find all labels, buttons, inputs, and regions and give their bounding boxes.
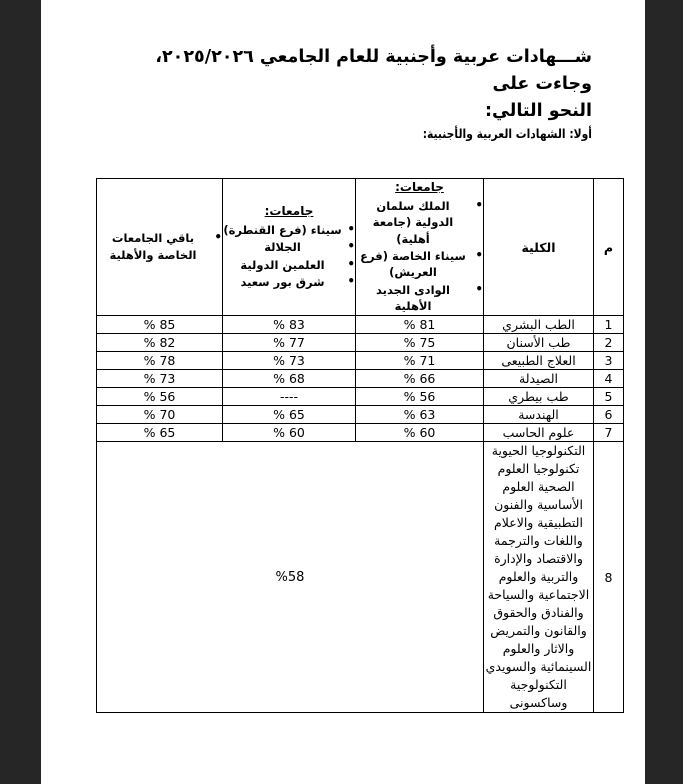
row-number: 3 — [594, 352, 624, 370]
page-title-line-1: شـــهادات عربية وأجنبية للعام الجامعي ٢٠٢٥/٢٠٢٦، وجاءت على — [155, 47, 592, 95]
row-percent-group3: 56 % — [356, 388, 484, 406]
row-percent-group2: 60 % — [223, 424, 356, 442]
row-percent-group1: 56 % — [97, 388, 223, 406]
row-faculty: علوم الحاسب — [484, 424, 594, 442]
row-percent-group3: 60 % — [356, 424, 484, 442]
row-number: 2 — [594, 334, 624, 352]
table-row — [97, 370, 624, 388]
section-subtitle: أولا: الشهادات العربية والأجنبية: — [422, 126, 592, 141]
list-item: • العلمين الدولية — [223, 257, 355, 273]
header-faculty: الكلية — [484, 179, 594, 316]
list-item: • شرق بور سعيد — [223, 274, 355, 290]
group1-list — [97, 230, 222, 263]
group3-list — [356, 198, 483, 314]
table-row — [97, 352, 624, 370]
row-number: 4 — [594, 370, 624, 388]
row-percent-group3: 71 % — [356, 352, 484, 370]
row-faculty: طب الأسنان — [484, 334, 594, 352]
row-percent-group2: 65 % — [223, 406, 356, 424]
table-row — [97, 388, 624, 406]
row-merged-percent: %58 — [97, 442, 484, 713]
row-faculty: الصيدلة — [484, 370, 594, 388]
right-page-margin-bar — [645, 0, 683, 784]
page-sheet — [41, 0, 645, 784]
header-number: م — [594, 179, 624, 316]
header-university-group-2 — [223, 179, 356, 316]
row-percent-group2: 77 % — [223, 334, 356, 352]
page-title-line-2: النحو التالي: — [485, 101, 592, 122]
row-percent-group1: 73 % — [97, 370, 223, 388]
list-item: • سيناء الخاصة (فرع العريش) — [356, 248, 483, 281]
row-number: 5 — [594, 388, 624, 406]
row-faculty: الهندسة — [484, 406, 594, 424]
row-number: 1 — [594, 316, 624, 334]
row-percent-group1: 82 % — [97, 334, 223, 352]
row-percent-group3: 75 % — [356, 334, 484, 352]
header-university-group-3 — [356, 179, 484, 316]
list-item: • باقي الجامعات الخاصة والأهلية — [97, 230, 222, 263]
row-percent-group1: 70 % — [97, 406, 223, 424]
row-percent-group2: ---- — [223, 388, 356, 406]
left-page-margin-bar — [0, 0, 41, 784]
table-row — [97, 424, 624, 442]
page-title — [132, 44, 592, 125]
table-row — [97, 406, 624, 424]
table-header-row — [97, 179, 624, 316]
header-university-group-1 — [97, 179, 223, 316]
row-percent-group1: 85 % — [97, 316, 223, 334]
table-row — [97, 316, 624, 334]
row-percent-group3: 66 % — [356, 370, 484, 388]
row-percent-group1: 65 % — [97, 424, 223, 442]
list-item: • الجلالة — [223, 239, 355, 255]
row-number: 6 — [594, 406, 624, 424]
list-item: • سيناء (فرع القنطرة) — [223, 222, 355, 238]
table-row — [97, 334, 624, 352]
row-faculty: العلاج الطبيعى — [484, 352, 594, 370]
group2-title: جامعات: — [264, 203, 314, 218]
group2-list — [223, 222, 355, 290]
certificates-table — [96, 178, 624, 713]
row-percent-group2: 73 % — [223, 352, 356, 370]
row-number: 8 — [594, 442, 624, 713]
row-number: 7 — [594, 424, 624, 442]
group3-title: جامعات: — [395, 180, 444, 194]
row-percent-group1: 78 % — [97, 352, 223, 370]
row-faculty: طب بيطري — [484, 388, 594, 406]
list-item: • الملك سلمان الدولية (جامعة أهلية) — [356, 198, 483, 247]
row-percent-group2: 83 % — [223, 316, 356, 334]
row-percent-group3: 63 % — [356, 406, 484, 424]
row-faculty-list: التكنولوجيا الحيوية تكنولوجيا العلوم الصحية العلوم الأساسية والفنون التطبيقية والاعلام واللغات والترجمة والاقتصاد والإدارة والتربية والعلوم الاجتماعية والسياحة والفنادق والحقوق والقانون والتمريض والاثار والعلوم السينمائية والسويدي التكنولوجية وساكسونى — [484, 442, 594, 713]
row-percent-group3: 81 % — [356, 316, 484, 334]
row-percent-group2: 68 % — [223, 370, 356, 388]
row-faculty: الطب البشري — [484, 316, 594, 334]
table-row-combined — [97, 442, 624, 713]
list-item: • الوادى الجديد الأهلية — [356, 282, 483, 315]
